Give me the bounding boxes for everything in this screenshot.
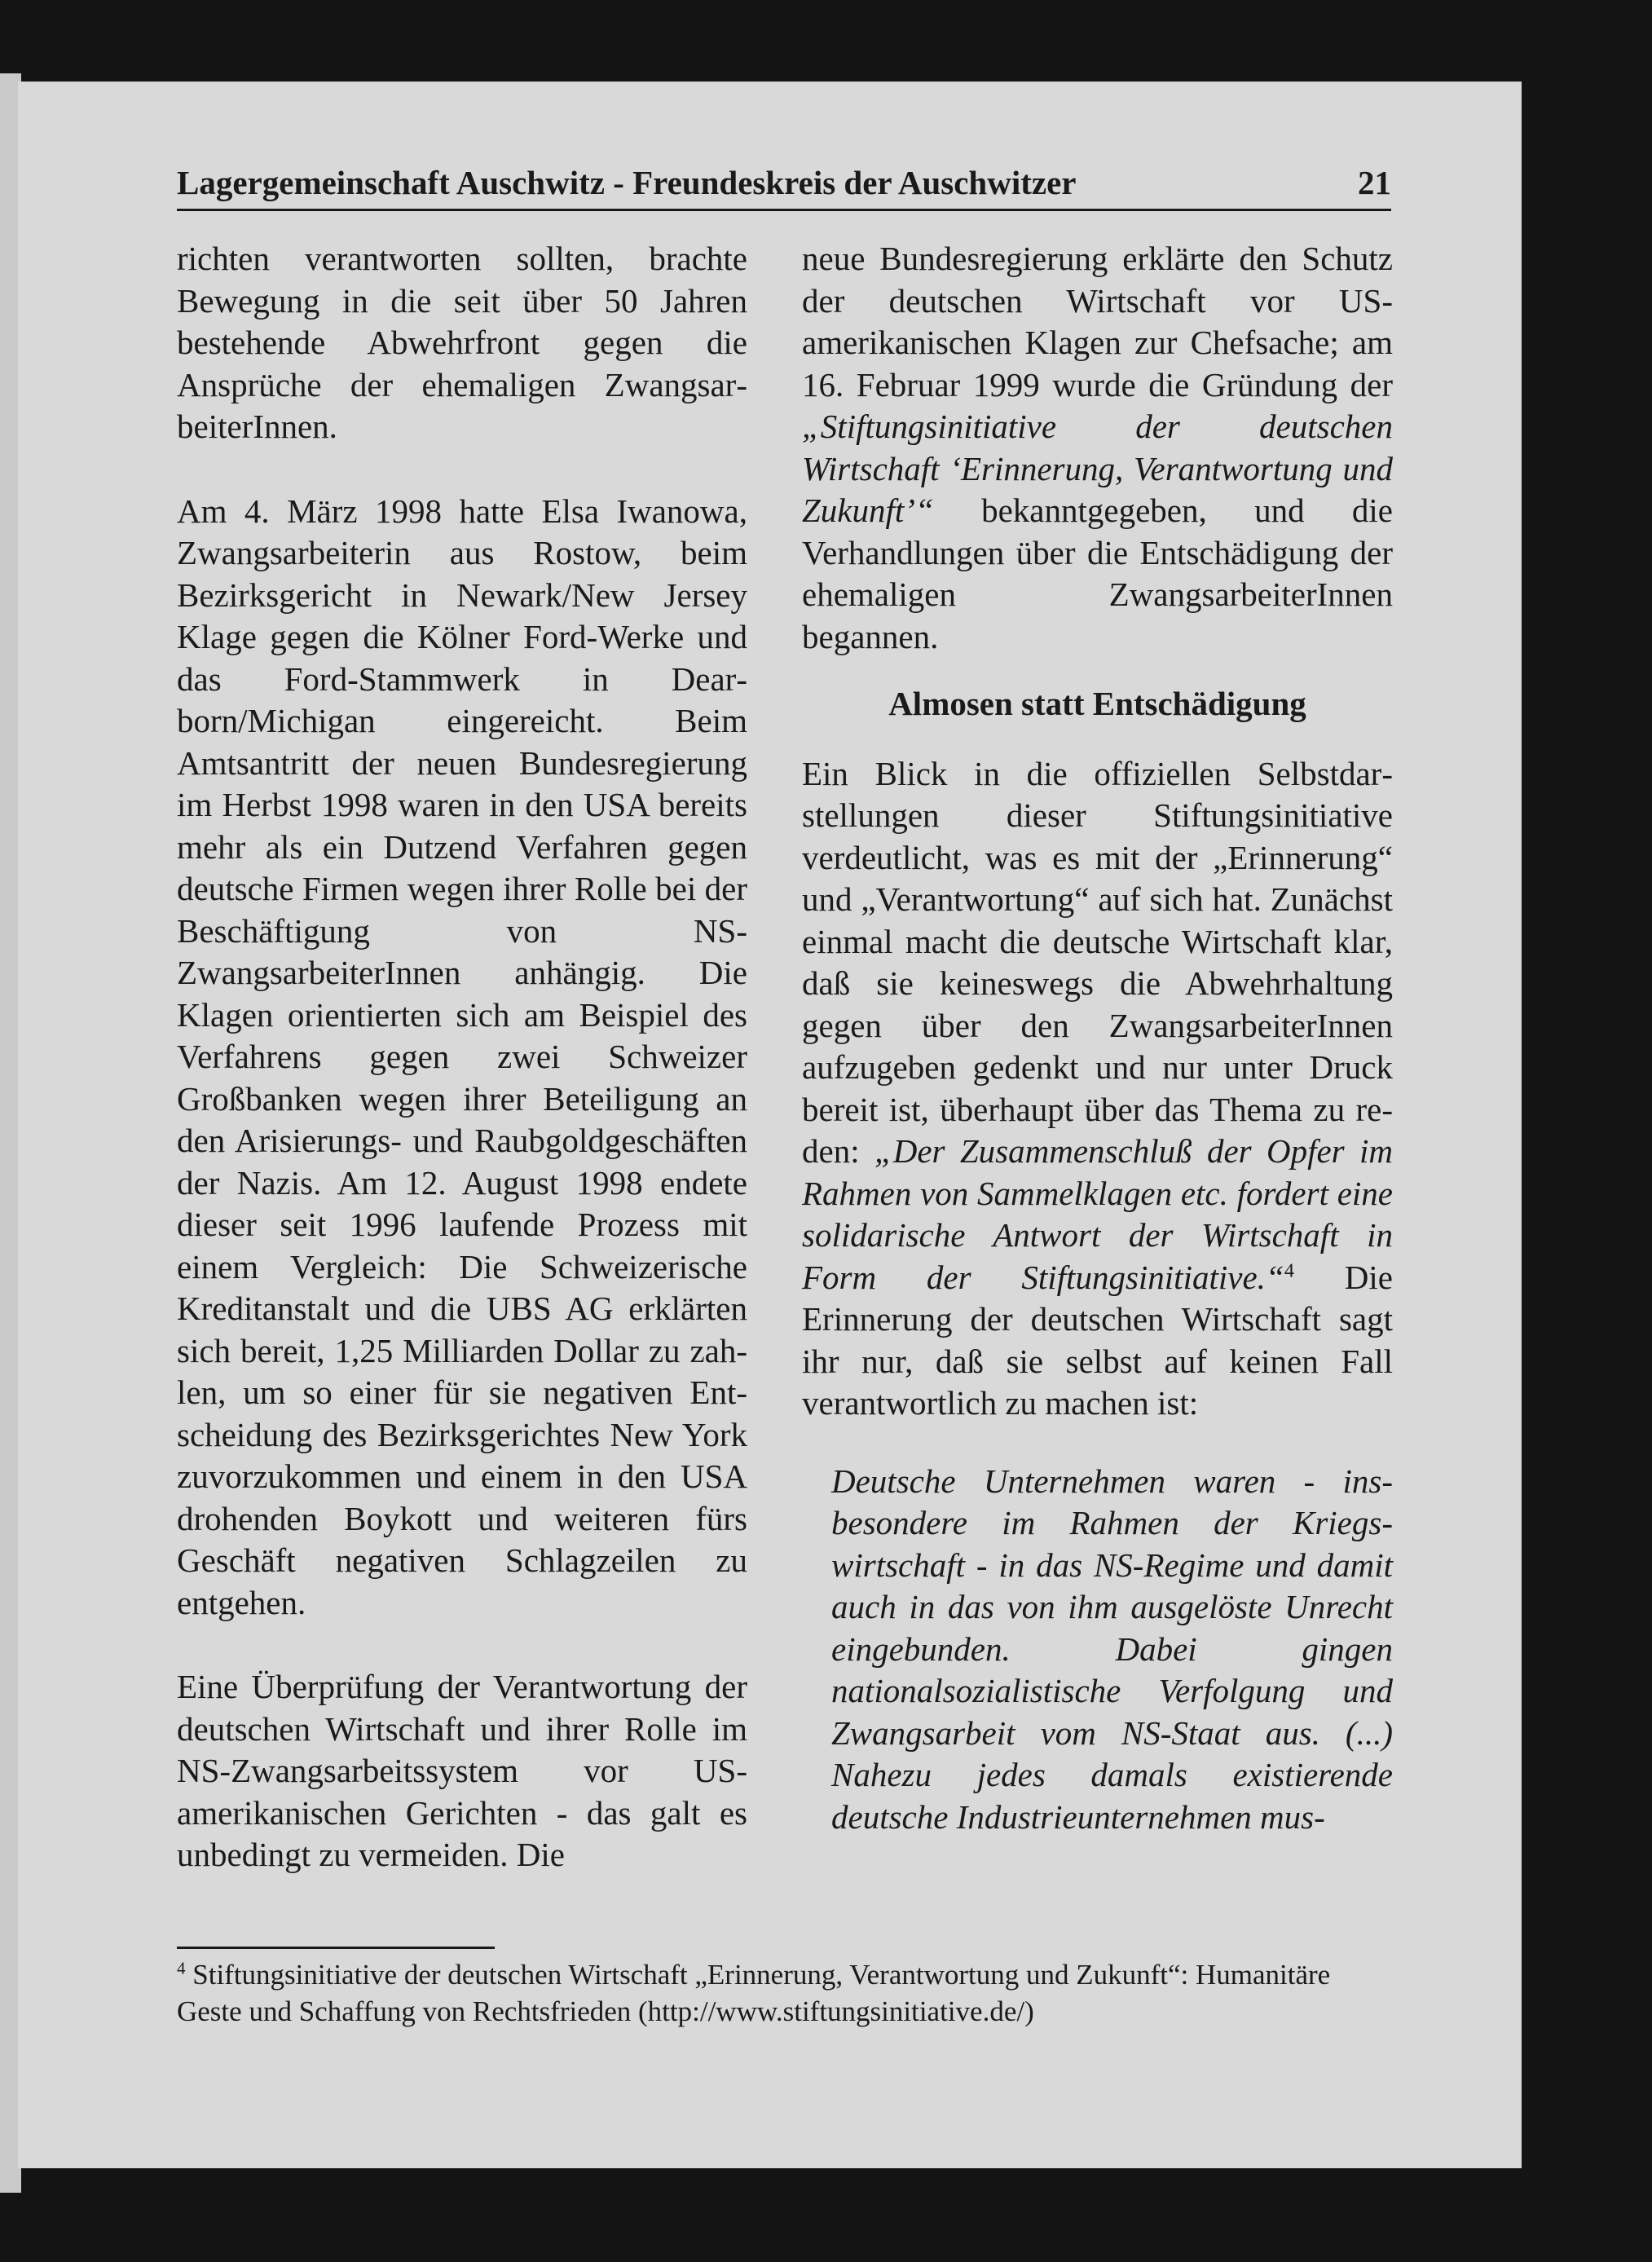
block-quote: Deutsche Unternehmen waren - insbesondere im Rahmen der Kriegswirtschaft - in das NS-Regime und damit auch in das von ihm ausgelöste Unrecht eingebunden. Dabei gingen nationalsozialistische Verfolgung und Zwangsarbeit vom NS-Staat aus. (...) Nahezu jedes damals existierende deutsche Industrieunternehmen mus- (831, 1462, 1393, 1836)
page-number: 21 (1358, 164, 1391, 201)
section-heading: Almosen statt Entschädigung (888, 685, 1306, 722)
paragraph: Ein Blick in die offiziellen Selbstdarstellungen dieser Stiftungsinitiative verdeutlicht, was es mit der „Erinnerung“ und „Verantwortung“ auf sich hat. Zunächst einmal macht die deutsche Wirtschaft klar, daß sie keineswegs die Abwehrhaltung gegen über den ZwangsarbeiterInnen aufzugeben gedenkt und nur unter Druck bereit ist, überhaupt über das Thema zu reden: „Der Zusammenschluß der Opfer im Rahmen von Sammelklagen etc. fordert eine solidarische Antwort der Wirtschaft in Form der Stiftungsinitiative.“$^4$ Die Erinnerung der deutschen Wirtschaft sagt ihr nur, daß sie selbst auf keinen Fall verantwortlich zu machen ist: (802, 754, 1394, 1422)
footnote-reference: 4 (1284, 1259, 1294, 1281)
header-title: Lagergemeinschaft Auschwitz - Freundeskreis der Auschwitzer (177, 164, 1077, 201)
footnote-separator (177, 1947, 495, 1949)
left-column (177, 238, 747, 1876)
paragraph: Eine Überprüfung der Verantwortung der deutschen Wirtschaft und ihrer Rolle im NS-Zwangsarbeitssystem vor US-amerikanischen Gerichten - das galt es unbedingt zu vermeiden. Die (177, 1668, 747, 1873)
paragraph: neue Bundesregierung erklärte den Schutz der deutschen Wirtschaft vor US-amerikanischen Klagen zur Chefsache; am 16. Februar 1999 wurde die Gründung der „Stiftungsinitiative der deutschen Wirtschaft ‘Erinnerung, Verantwortung und Zukunft’“ bekanntgegeben, und die Verhandlungen über die Entschädigung der ehemaligen ZwangsarbeiterInnen begannen. (802, 240, 1393, 655)
footnote-marker: 4 (177, 1958, 186, 1978)
running-header (177, 157, 1391, 211)
paragraph: richten verantworten sollten, brachte Bewegung in die seit über 50 Jahren bestehende Abwehrfront gegen die Ansprüche der ehemaligen ZwangsarbeiterInnen. (177, 240, 747, 445)
right-column (802, 238, 1393, 1838)
paragraph: Am 4. März 1998 hatte Elsa Iwanowa, Zwangsarbeiterin aus Rostow, beim Bezirksgericht in Newark/New Jersey Klage gegen die Kölner Ford-Werke und das Ford-Stammwerk in Dearborn/Michigan eingereicht. Beim Amtsantritt der neuen Bundesregierung im Herbst 1998 waren in den USA bereits mehr als ein Dutzend Verfahren gegen deutsche Firmen wegen ihrer Rolle bei der Beschäftigung von NS-ZwangsarbeiterInnen anhängig. Die Klagen orientierten sich am Beispiel des Verfahrens gegen zwei Schweizer Großbanken wegen ihrer Beteiligung an den Arisierungs- und Raubgoldgeschäften der Nazis. Am 12. August 1998 endete dieser seit 1996 laufende Prozess mit einem Vergleich: Die Schweizerische Kreditanstalt und die UBS AG erklärten sich bereit, 1,25 Milliarden Dollar zu zahlen, um so einer für sie negativen Entscheidung des Bezirksgerichtes New York zuvorzukommen und einem in den USA drohenden Boykott und weiteren fürs Geschäft negativen Schlagzeilen zu entgehen. (177, 492, 747, 1621)
document-page (18, 82, 1522, 2168)
footnote: $^4$ Stiftungsinitiative der deutschen Wirtschaft „Erinnerung, Verantwortung und Zukunft“: Humanitäre Geste und Schaffung von Rechtsfrieden (http://www.stiftungsinitiative.de/) (177, 1958, 1331, 2027)
